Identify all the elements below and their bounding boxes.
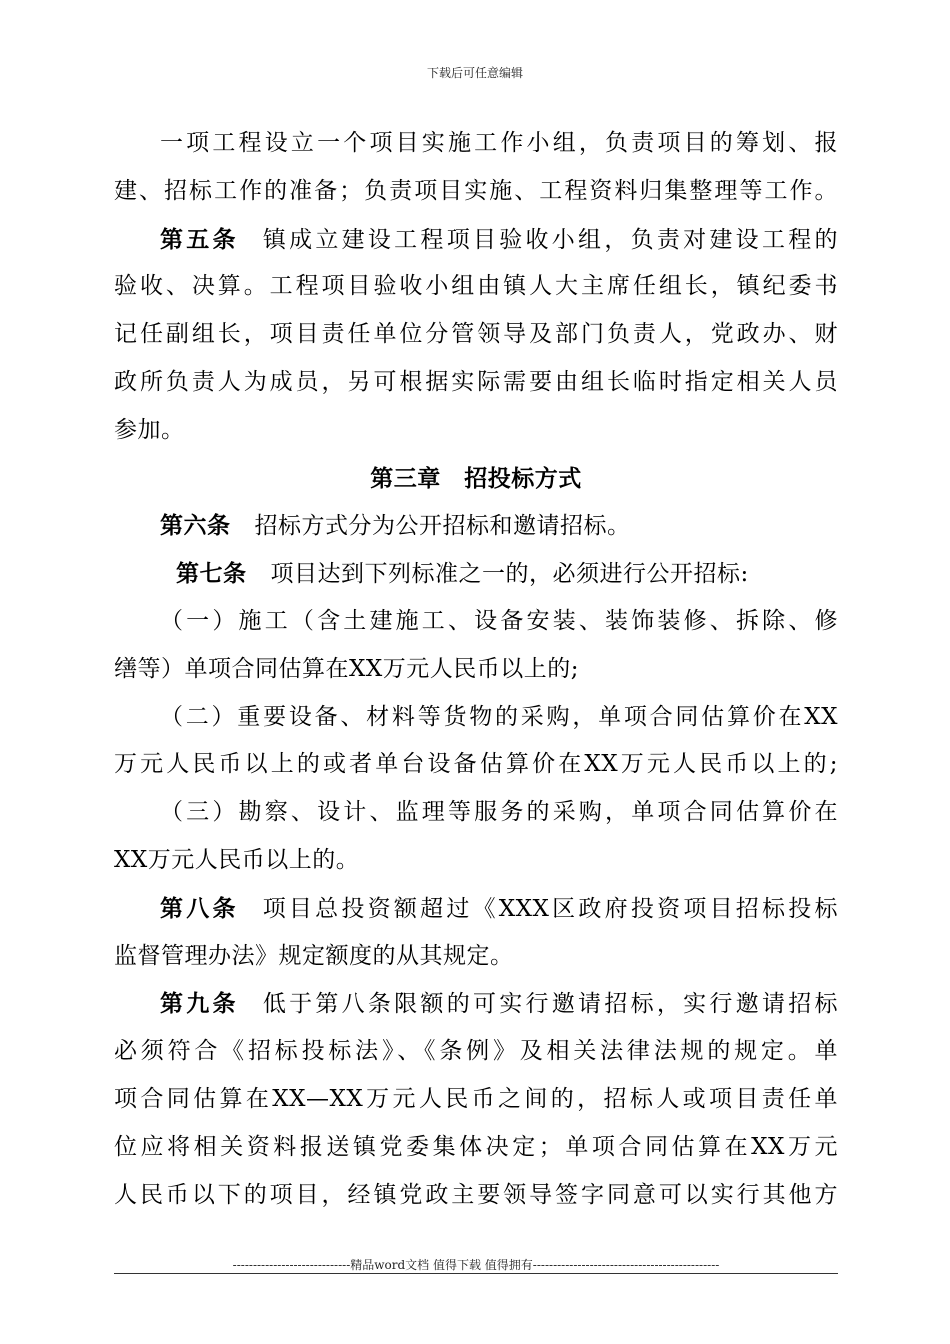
line-text: 位应将相关资料报送镇党委集体决定；单项合同估算在XX万元 [114, 1133, 838, 1160]
text-line [114, 741, 838, 789]
chapter-heading [114, 455, 838, 503]
line-text: 第三章 招投标方式 [370, 464, 582, 492]
line-text: 项目达到下列标准之一的，必须进行公开招标: [270, 561, 749, 588]
page-header: 下载后可任意编辑 [426, 66, 523, 80]
text-line [114, 263, 838, 311]
line-text: 低于第八条限额的可实行邀请招标，实行邀请招标 [262, 991, 838, 1018]
text-line [114, 359, 838, 407]
text-line [114, 550, 838, 598]
line-text: 监督管理办法》规定额度的从其规定。 [114, 942, 514, 969]
line-text: （一）施工（含土建施工、设备安装、装饰装修、拆除、修 [160, 607, 838, 634]
line-text: 万元人民币以上的或者单台设备估算价在XX万元人民币以上的; [114, 751, 838, 778]
article-number: 第九条 [160, 990, 239, 1018]
footer-rule [114, 1273, 838, 1274]
text-line [114, 120, 838, 168]
line-text: 项目总投资额超过《XXX区政府投资项目招标投标 [262, 895, 838, 922]
text-line [114, 1124, 838, 1172]
line-text: 记任副组长，项目责任单位分管领导及部门负责人，党政办、财 [114, 321, 838, 348]
text-line [114, 789, 838, 837]
line-text: 参加。 [114, 416, 185, 443]
line-text: 一项工程设立一个项目实施工作小组，负责项目的筹划、报 [160, 130, 838, 156]
text-line [114, 837, 838, 885]
line-text: XX万元人民币以上的。 [114, 846, 360, 873]
text-line [114, 598, 838, 646]
article-number: 第五条 [160, 225, 239, 253]
text-line [114, 1172, 838, 1220]
line-text: 缮等）单项合同估算在XX万元人民币以上的; [114, 655, 579, 682]
article-number: 第六条 [160, 512, 231, 540]
line-text: 人民币以下的项目，经镇党政主要领导签字同意可以实行其他方 [114, 1181, 838, 1208]
line-text: 验收、决算。工程项目验收小组由镇人大主席任组长，镇纪委书 [114, 273, 838, 300]
text-line [114, 646, 838, 694]
text-line [114, 311, 838, 359]
article-number: 第七条 [176, 560, 247, 588]
text-line [114, 407, 838, 455]
line-text: 建、招标工作的准备；负责项目实施、工程资料归集整理等工作。 [114, 177, 838, 204]
text-line [114, 1028, 838, 1076]
page-footer: -----------------------------精品word文档 值得下载 值得拥有---------------------------------------------- [232, 1258, 720, 1272]
text-line [114, 216, 838, 264]
article-number: 第八条 [160, 894, 239, 922]
line-text: （三）勘察、设计、监理等服务的采购，单项合同估算价在 [160, 799, 838, 826]
text-line [114, 933, 838, 981]
text-line [114, 168, 838, 216]
line-text: 必须符合《招标投标法》、《条例》及相关法律法规的规定。单 [114, 1038, 838, 1065]
document-body [114, 120, 838, 1219]
line-text: 项合同估算在XX—XX万元人民币之间的，招标人或项目责任单 [114, 1085, 838, 1112]
text-line [114, 980, 838, 1028]
line-text: 政所负责人为成员，另可根据实际需要由组长临时指定相关人员 [114, 368, 838, 395]
line-text: 招标方式分为公开招标和邀请招标。 [254, 513, 631, 540]
text-line [114, 885, 838, 933]
text-line [114, 502, 838, 550]
text-line [114, 1076, 838, 1124]
text-line [114, 694, 838, 742]
line-text: 镇成立建设工程项目验收小组，负责对建设工程的 [262, 226, 838, 253]
line-text: （二）重要设备、材料等货物的采购，单项合同估算价在XX [160, 703, 838, 730]
